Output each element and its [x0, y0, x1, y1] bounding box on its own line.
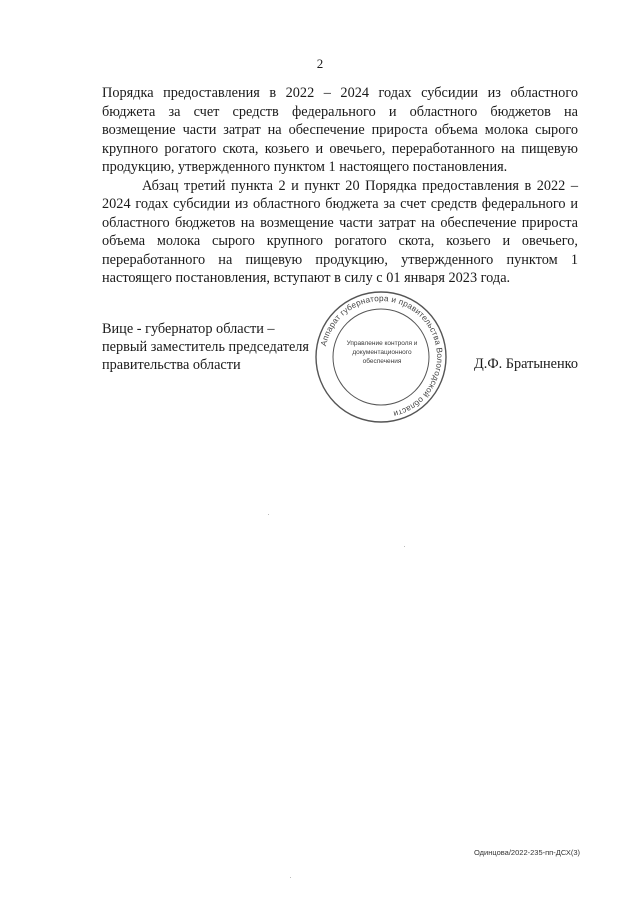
paragraph-effective-date: Абзац третий пункта 2 и пункт 20 Порядка предоставления в 2022 – 2024 годах субсидии из областного бюджета за счет средств федерального и областного бюджетов на возмещение части затрат на обеспечение прироста объема молока сырого крупного рогатого скота, козьего и овечьего, переработанного на пищевую продукцию, утвержденного пунктом 1 настоящего постановления, вступают в силу с 01 января 2023 года.	[102, 177, 578, 286]
page-number: 2	[316, 56, 324, 71]
signer-position-line: Вице - губернатор области –	[102, 321, 275, 337]
stamp-ring-text-path: Аппарат губернатора и правительства Вологодской области	[319, 293, 445, 419]
scan-speck	[268, 514, 269, 515]
scan-speck	[290, 877, 291, 878]
stamp-center-line: обеспечения	[362, 358, 402, 365]
footer-document-code: Одинцова/2022-235-пп-ДСХ(3)	[474, 848, 580, 857]
paragraph-continuation: Порядка предоставления в 2022 – 2024 годах субсидии из областного бюджета за счет средств федерального и областного бюджетов на возмещение части затрат на обеспечение прироста объема молока сырого крупного рогатого скота, козьего и овечьего, переработанного на пищевую продукцию, утвержденного пунктом 1 настоящего постановления.	[102, 85, 578, 175]
signer-name: Д.Ф. Братыненко	[474, 356, 578, 372]
signer-position	[102, 320, 309, 374]
stamp-center-text	[346, 339, 418, 366]
signer-position-line: правительства области	[102, 357, 241, 373]
signer-position-line: первый заместитель председателя	[102, 339, 309, 355]
stamp-center-line: документационного	[352, 349, 412, 356]
scan-speck	[404, 546, 405, 547]
stamp-center-line: Управление контроля и	[346, 340, 418, 347]
body-text	[102, 84, 578, 288]
